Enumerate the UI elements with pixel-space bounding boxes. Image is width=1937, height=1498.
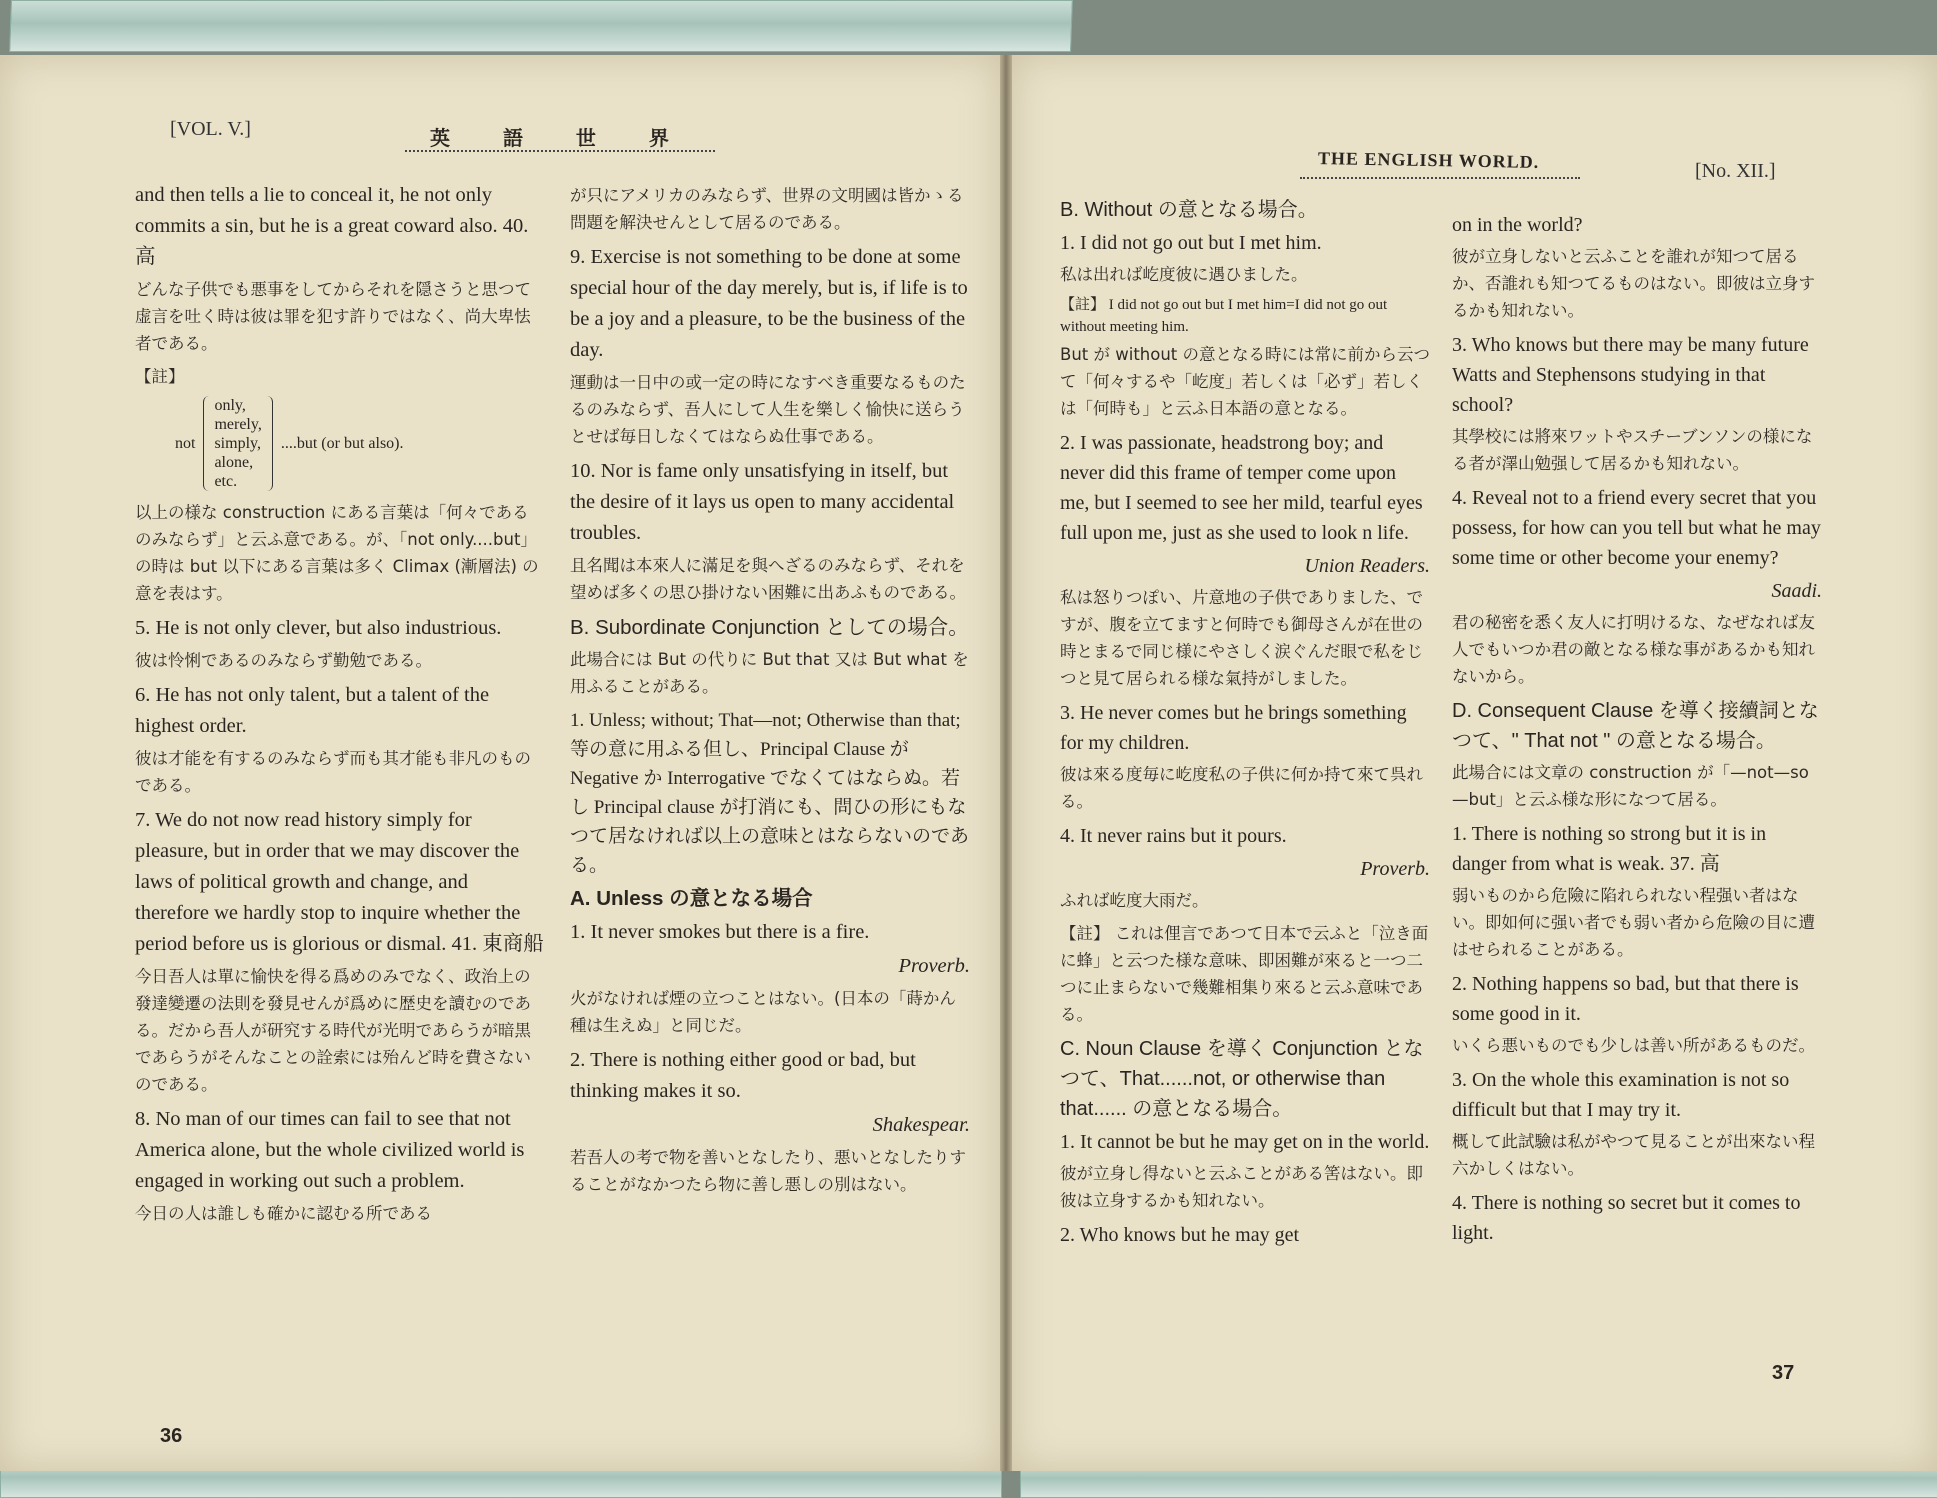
- example-5: 5. He is not only clever, but also industrious.: [135, 617, 502, 639]
- brace-item: only,: [214, 397, 246, 414]
- column-3: [1060, 195, 1430, 1253]
- brace-item: alone,: [214, 454, 254, 471]
- translation-6: 彼は才能を有するのみならず而も其才能も非凡のものである。: [135, 749, 531, 795]
- example-d1: 1. There is nothing so strong but it is in danger from what is weak. 37. 高: [1452, 823, 1767, 875]
- translation-intro: どんな子供でも悪事をしてからそれを隠さうと思つて虚言を吐く時は彼は罪を犯す許りではなく、尚大卑怯者である。: [135, 280, 531, 353]
- example-b4: 4. It never rains but it pours.: [1060, 825, 1287, 847]
- source-c4: Saadi.: [1771, 580, 1822, 602]
- brace-item: merely,: [214, 416, 262, 433]
- page-number-right: 37: [1772, 1362, 1795, 1384]
- section-d-note: 此場合には文章の construction が「—not—so—but」と云ふ様な形になつて居る。: [1452, 763, 1809, 809]
- translation-5: 彼は怜悧であるのみならず勤勉である。: [135, 651, 432, 670]
- translation-b3: 彼は來る度毎に屹度私の子供に何か持て來て呉れる。: [1060, 765, 1423, 811]
- not-but-brace: [175, 396, 545, 491]
- translation-d1: 弱いものから危險に陷れられない程强い者はない。即如何に强い者でも弱い者から危險の目に遭はせられることがある。: [1452, 886, 1815, 959]
- example-c3: 3. Who knows but there may be many future Watts and Stephensons studying in that school?: [1452, 334, 1809, 416]
- brace-not: not: [175, 435, 196, 452]
- translation-d3: 概して此試驗は私がやつて見ることが出來ない程六かしくはない。: [1452, 1132, 1815, 1178]
- translation-a2: 若吾人の考で物を善いとなしたり、悪いとなしたりすることがなかつたら物に善し悪しの別はない。: [570, 1148, 966, 1194]
- example-c4: 4. Reveal not to a friend every secret that you possess, for how can you tell but what he may some time or other become your enemy?: [1452, 487, 1821, 569]
- translation-c1: 彼が立身し得ないと云ふことがある筈はない。即彼は立身するかも知れない。: [1060, 1164, 1423, 1210]
- example-8: 8. No man of our times can fail to see that not America alone, but the whole civilized world is engaged in working out such a problem.: [135, 1108, 525, 1192]
- right-header-rule: [1300, 177, 1580, 179]
- source-b4: Proverb.: [1360, 858, 1430, 880]
- note-text: 以上の様な construction にある言葉は「何々であるのみならず」と云ふ意である。が、「not only....but」の時は but 以下にある言葉は多く Climax (漸層法) の意を表はす。: [135, 503, 539, 603]
- translation-9: 運動は一日中の或一定の時になすべき重要なるものたるのみならず、吾人にして人生を樂しく愉快に送らうとせば毎日しなくてはならぬ仕事である。: [570, 373, 966, 446]
- example-c1: 1. It cannot be but he may get on in the world.: [1060, 1131, 1430, 1153]
- note-b4: 【註】 これは俚言であつて日本で云ふと「泣き面に蜂」と云つた様な意味、即困難が來ると一つ二つに止まらないで幾難相集り來ると云ふ意味である。: [1060, 924, 1429, 1024]
- example-b1: 1. I did not go out but I met him.: [1060, 232, 1322, 254]
- section-b-note: 此場合には But の代りに But that 又は But what を用ふることがある。: [570, 650, 969, 696]
- note-b1-jp: But が without の意となる時には常に前から云つて「何々するや「屹度」若しくは「必ず」若しくは「何時も」と云ふ日本語の意となる。: [1060, 345, 1431, 418]
- brace-items: [203, 396, 272, 491]
- example-c2-cont: on in the world?: [1452, 214, 1583, 236]
- column-1: [135, 180, 545, 1233]
- column-4: [1452, 210, 1822, 1251]
- translation-c4: 君の秘密を悉く友人に打明けるな、なぜなれば友人でもいつか君の敵となる様な事があるかも知れないから。: [1452, 613, 1815, 686]
- source-b2: Union Readers.: [1304, 555, 1430, 577]
- left-header-rule: [405, 150, 715, 152]
- continued-translation: が只にアメリカのみならず、世界の文明國は皆かゝる問題を解決せんとして居るのである。: [570, 186, 964, 232]
- section-b-subordinate: B. Subordinate Conjunction としての場合。: [570, 616, 969, 639]
- usage-1: 1. Unless; without; That—not; Otherwise than that; 等の意に用ふる但し、Principal Clause が Negative か Interrogative でなくてはならぬ。若し Principal clause が打消にも、問ひの形にもなつて居なければ以上の意味とはならないのである。: [570, 710, 970, 876]
- example-c2: 2. Who knows but he may get: [1060, 1224, 1300, 1246]
- page-number-left: 36: [160, 1425, 183, 1447]
- note-b1: 【註】 I did not go out but I met him=I did not go out without meeting him.: [1060, 297, 1388, 335]
- translation-c2: 彼が立身しないと云ふことを誰れが知つて居るか、否誰れも知つてるものはない。即彼は立身するかも知れない。: [1452, 247, 1815, 320]
- english-journal-title: THE ENGLISH WORLD.: [1317, 148, 1540, 172]
- issue-number: [No. XII.]: [1695, 160, 1776, 182]
- example-a1: 1. It never smokes but there is a fire.: [570, 921, 870, 943]
- book-gutter: [1000, 55, 1012, 1471]
- example-b3: 3. He never comes but he brings something for my children.: [1060, 702, 1407, 754]
- translation-a1: 火がなければ煙の立つことはない。(日本の「蒔かん種は生えぬ」と同じだ。: [570, 989, 956, 1035]
- example-10: 10. Nor is fame only unsatisfying in itself, but the desire of it lays us open to many accidental troubles.: [570, 460, 955, 544]
- column-2: [570, 180, 970, 1204]
- translation-7: 今日吾人は單に愉快を得る爲めのみでなく、政治上の發達變遷の法則を發見せんが爲めに歴史を讀むのである。だから吾人が研究する時代が光明であらうが暗黒であらうがそんなことの詮索には殆んど時を費さないのである。: [135, 967, 531, 1094]
- example-6: 6. He has not only talent, but a talent of the highest order.: [135, 684, 490, 737]
- section-d-consequent: D. Consequent Clause を導く接續詞となつて、" That not " の意となる場合。: [1452, 700, 1819, 752]
- translation-10: 且名聞は本來人に滿足を與へざるのみならず、それを望めば多くの思ひ掛けない困難に出あふものである。: [570, 556, 966, 602]
- example-a2: 2. There is nothing either good or bad, but thinking makes it so.: [570, 1049, 916, 1102]
- paragraph-intro: and then tells a lie to conceal it, he not only commits a sin, but he is a great coward also. 40. 高: [135, 184, 529, 268]
- section-c-noun-clause: C. Noun Clause を導く Conjunction となつて、That......not, or otherwise than that...... の意となる場合。: [1060, 1038, 1424, 1120]
- translation-b1: 私は出れば屹度彼に遇ひました。: [1060, 265, 1308, 284]
- volume-label: [VOL. V.]: [170, 118, 251, 140]
- japanese-journal-title: 英 語 世 界: [430, 126, 672, 150]
- example-d3: 3. On the whole this examination is not so difficult but that I may try it.: [1452, 1069, 1790, 1121]
- translation-d2: いくら悪いものでも少しは善い所があるものだ。: [1452, 1036, 1815, 1055]
- translation-c3: 其學校には將來ワットやスチーブンソンの様になる者が澤山勉强して居るかも知れない。: [1452, 427, 1813, 473]
- brace-tail: ....but (or but also).: [280, 435, 404, 452]
- glass-weight-top: [9, 0, 1073, 52]
- translation-b4: ふれば屹度大雨だ。: [1060, 891, 1209, 910]
- brace-item: simply,: [214, 435, 261, 452]
- example-d2: 2. Nothing happens so bad, but that there is some good in it.: [1452, 973, 1799, 1025]
- source-a2: Shakespear.: [872, 1114, 970, 1136]
- translation-8: 今日の人は誰しも確かに認むる所である: [135, 1204, 432, 1223]
- example-7: 7. We do not now read history simply for pleasure, but in order that we may discover the laws of political growth and change, and therefore we hardly stop to inquire whether the period before us is glorious or dismal. 41. 東商船: [135, 809, 544, 955]
- note-label: 【註】: [135, 367, 185, 386]
- brace-item: etc.: [214, 473, 238, 490]
- source-a1: Proverb.: [898, 955, 970, 977]
- example-9: 9. Exercise is not something to be done at some special hour of the day merely, but is, if life is to be a joy and a pleasure, to be the business of the day.: [570, 246, 968, 361]
- example-d4: 4. There is nothing so secret but it comes to light.: [1452, 1192, 1801, 1244]
- example-b2: 2. I was passionate, headstrong boy; and never did this frame of temper come upon me, but I seemed to see her mild, tearful eyes full upon me, just as she used to look n life.: [1060, 432, 1423, 544]
- section-a-unless: A. Unless の意となる場合: [570, 887, 813, 910]
- section-b-without: B. Without の意となる場合。: [1060, 199, 1318, 221]
- translation-b2: 私は怒りつぽい、片意地の子供でありました、ですが、腹を立てますと何時でも御母さんが在世の時とまるで同じ様にやさしく涙ぐんだ眼で私をじつと見て居られる様な氣持がしました。: [1060, 588, 1423, 688]
